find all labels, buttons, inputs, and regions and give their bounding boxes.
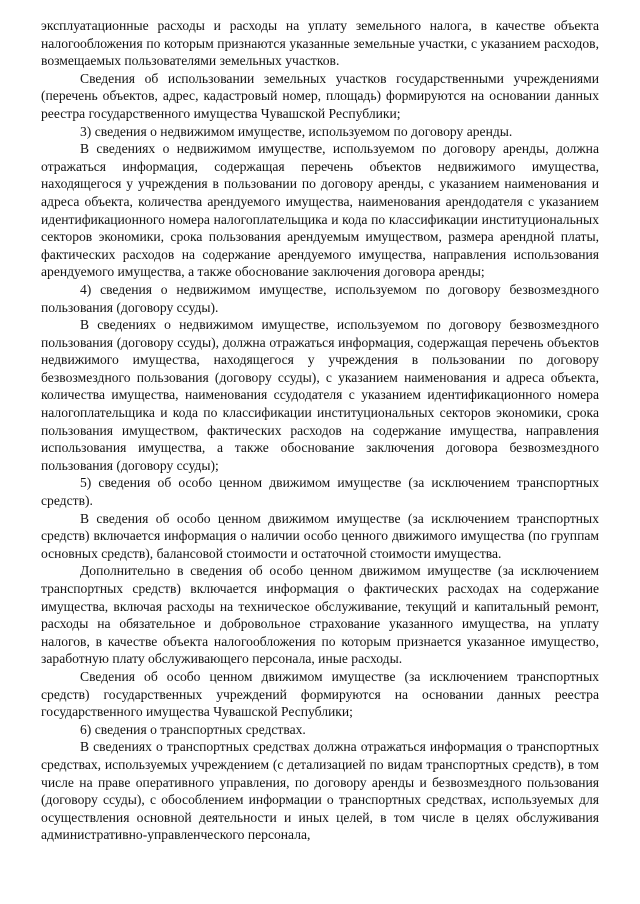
item-6-heading: 6) сведения о транспортных средствах.: [80, 721, 306, 737]
paragraph-lease-details: В сведениях о недвижимом имуществе, используемом по договору аренды, должна отражаться информация, содержащая перечень объектов недвижимого имущества, находящегося у учреждения в пользовании по договору аренды, с указанием наименования и адреса объекта, количества арендуемого имущества, наименования арендодателя с указанием идентификационного номера налогоплательщика и кода по классификации институциональных секторов экономики, срока пользования арендуемым имуществом, размера арендной платы, фактических расходов на содержание арендуемого имущества, направления использования арендуемого имущества, а также обоснование заключения договора аренды;: [41, 141, 599, 280]
item-4-heading: 4) сведения о недвижимом имуществе, используемом по договору безвозмездного пользования (договору ссуды).: [41, 281, 599, 315]
paragraph-valuable-movable-expenses: Дополнительно в сведения об особо ценном движимом имуществе (за исключением транспортных средств) включается информация о фактических расходах на содержание имущества, включая расходы на техническое обслуживание, текущий и капитальный ремонт, расходы на обязательное и добровольное страхование указанного имущества, на уплату налогов, в качестве объекта налогообложения по которым признается указанное имущество, заработную плату обслуживающего персонала, иные расходы.: [41, 563, 599, 667]
paragraph-valuable-movable-info: В сведения об особо ценном движимом имуществе (за исключением транспортных средств) включается информация о наличии особо ценного движимого имущества (по группам основных средств), балансовой стоимости и остаточной стоимости имущества.: [41, 510, 599, 561]
paragraph-land-use-registry: Сведения об использовании земельных участков государственными учреждениями (перечень объектов, адрес, кадастровый номер, площадь) формируются на основании данных реестра государственного имущества Чувашской Республики;: [41, 70, 599, 121]
paragraph-continuation: эксплуатационные расходы и расходы на уплату земельного налога, в качестве объекта налогообложения по которым признаются указанные земельные участки, с указанием расходов, возмещаемых пользователями земельных участков.: [41, 18, 599, 69]
paragraph-free-use-details: В сведениях о недвижимом имуществе, используемом по договору безвозмездного пользования (договору ссуды), должна отражаться информация, содержащая перечень объектов недвижимого имущества, находящегося у учреждения в пользовании по договору безвозмездного пользования (договору ссуды), с указанием наименования и адреса объекта, количества имущества, наименования ссудодателя с указанием идентификационного номера налогоплательщика и кода по классификации институциональных секторов экономики, срока пользования имуществом, фактических расходов на содержание имущества, направления использования имущества, а также обоснование заключения договора безвозмездного пользования (договору ссуды);: [41, 317, 599, 473]
item-5-heading: 5) сведения об особо ценном движимом имуществе (за исключением транспортных средств).: [41, 475, 599, 509]
document-page: [41, 17, 599, 844]
paragraph-vehicles-details: В сведениях о транспортных средствах должна отражаться информация о транспортных средствах, используемых учреждением (с детализацией по видам транспортных средств), в том числе на праве оперативного управления, по договору аренды и безвозмездного пользования (договору ссуды), с обособлением информации о транспортных средствах, используемых для осуществления основной деятельности и иных целей, в том числе в целях обслуживания административно-управленческого персонала,: [41, 739, 599, 843]
item-3-heading: 3) сведения о недвижимом имуществе, используемом по договору аренды.: [80, 123, 513, 139]
paragraph-valuable-movable-registry: Сведения об особо ценном движимом имуществе (за исключением транспортных средств) государственных учреждений формируются на основании данных реестра государственного имущества Чувашской Республики;: [41, 668, 599, 720]
